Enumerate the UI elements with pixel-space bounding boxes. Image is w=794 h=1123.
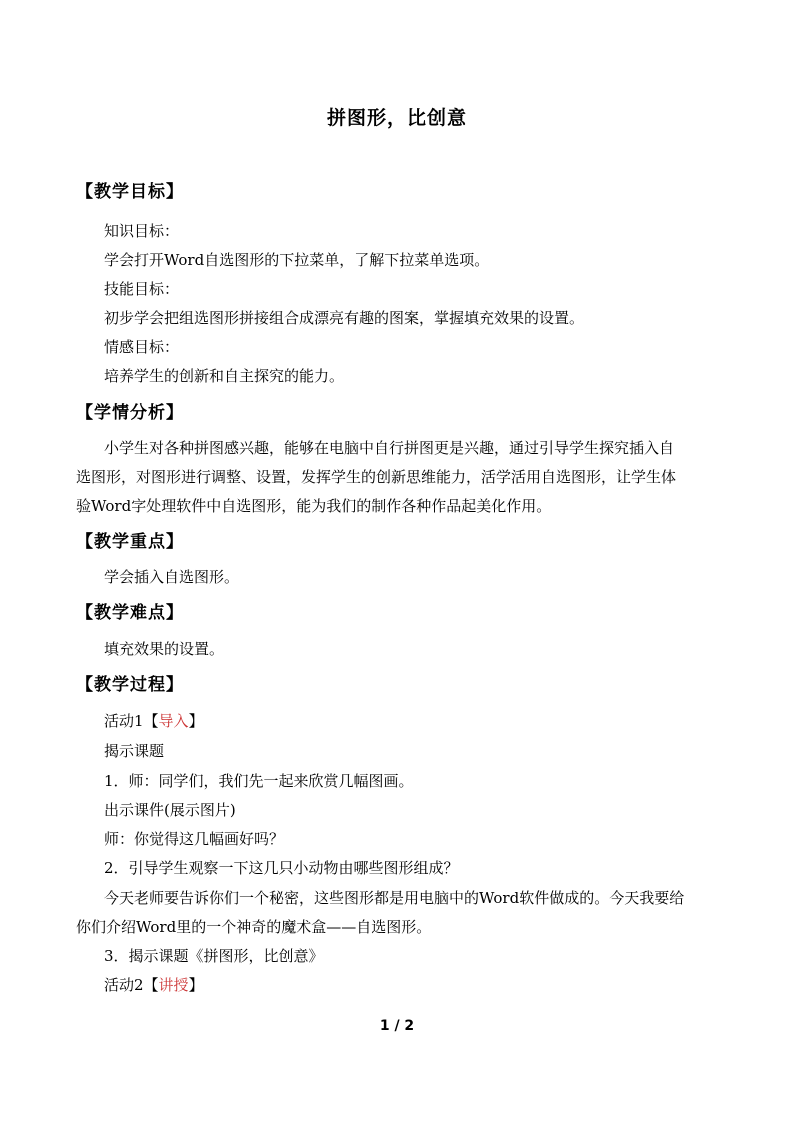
heading-student-analysis: 【学情分析】 — [76, 403, 184, 423]
analysis-line: 小学生对各种拼图感兴趣，能够在电脑中自行拼图更是兴趣，通过引导学生探究插入自 — [104, 439, 675, 457]
activity-1-prefix: 活动1【 — [104, 712, 159, 730]
activity-2-line — [104, 974, 204, 995]
process-line: 你们介绍Word里的一个神奇的魔术盒——自选图形。 — [76, 918, 432, 936]
goals-line: 知识目标： — [104, 222, 180, 240]
process-line: 出示课件(展示图片) — [104, 801, 236, 819]
page-number: 1 / 2 — [379, 1018, 415, 1034]
goals-line: 培养学生的创新和自主探究的能力。 — [104, 367, 345, 385]
activity-1-suffix: 】 — [188, 712, 204, 730]
key-line: 学会插入自选图形。 — [104, 568, 240, 586]
activity-2-suffix: 】 — [188, 976, 204, 994]
process-line: 1．师：同学们，我们先一起来欣赏几幅图画。 — [104, 772, 414, 790]
analysis-line: 验Word字处理软件中自选图形，能为我们的制作各种作品起美化作用。 — [76, 497, 552, 515]
activity-1-tag: 导入 — [158, 712, 189, 730]
goals-line: 情感目标： — [104, 338, 180, 356]
goals-line: 学会打开Word自选图形的下拉菜单，了解下拉菜单选项。 — [104, 251, 490, 269]
process-line: 2．引导学生观察一下这几只小动物由哪些图形组成？ — [104, 859, 459, 877]
heading-teaching-goals: 【教学目标】 — [76, 182, 184, 202]
activity-1-line — [104, 710, 204, 731]
activity-2-tag: 讲授 — [158, 976, 189, 994]
difficulty-line: 填充效果的设置。 — [104, 640, 225, 658]
heading-difficulties: 【教学难点】 — [76, 603, 184, 623]
analysis-line: 选图形，对图形进行调整、设置，发挥学生的创新思维能力，活学活用自选图形，让学生体 — [76, 468, 677, 486]
process-line: 揭示课题 — [104, 742, 165, 760]
activity-2-prefix: 活动2【 — [104, 976, 159, 994]
process-line: 3．揭示课题《拼图形，比创意》 — [104, 947, 324, 965]
process-line: 师：你觉得这几幅画好吗？ — [104, 830, 285, 848]
goals-line: 技能目标： — [104, 280, 180, 298]
page-title: 拼图形，比创意 — [326, 107, 467, 129]
goals-line: 初步学会把组选图形拼接组合成漂亮有趣的图案，掌握填充效果的设置。 — [104, 309, 585, 327]
process-line: 今天老师要告诉你们一个秘密，这些图形都是用电脑中的Word软件做成的。今天我要给 — [104, 889, 685, 907]
heading-teaching-process: 【教学过程】 — [76, 675, 184, 695]
heading-key-points: 【教学重点】 — [76, 532, 184, 552]
